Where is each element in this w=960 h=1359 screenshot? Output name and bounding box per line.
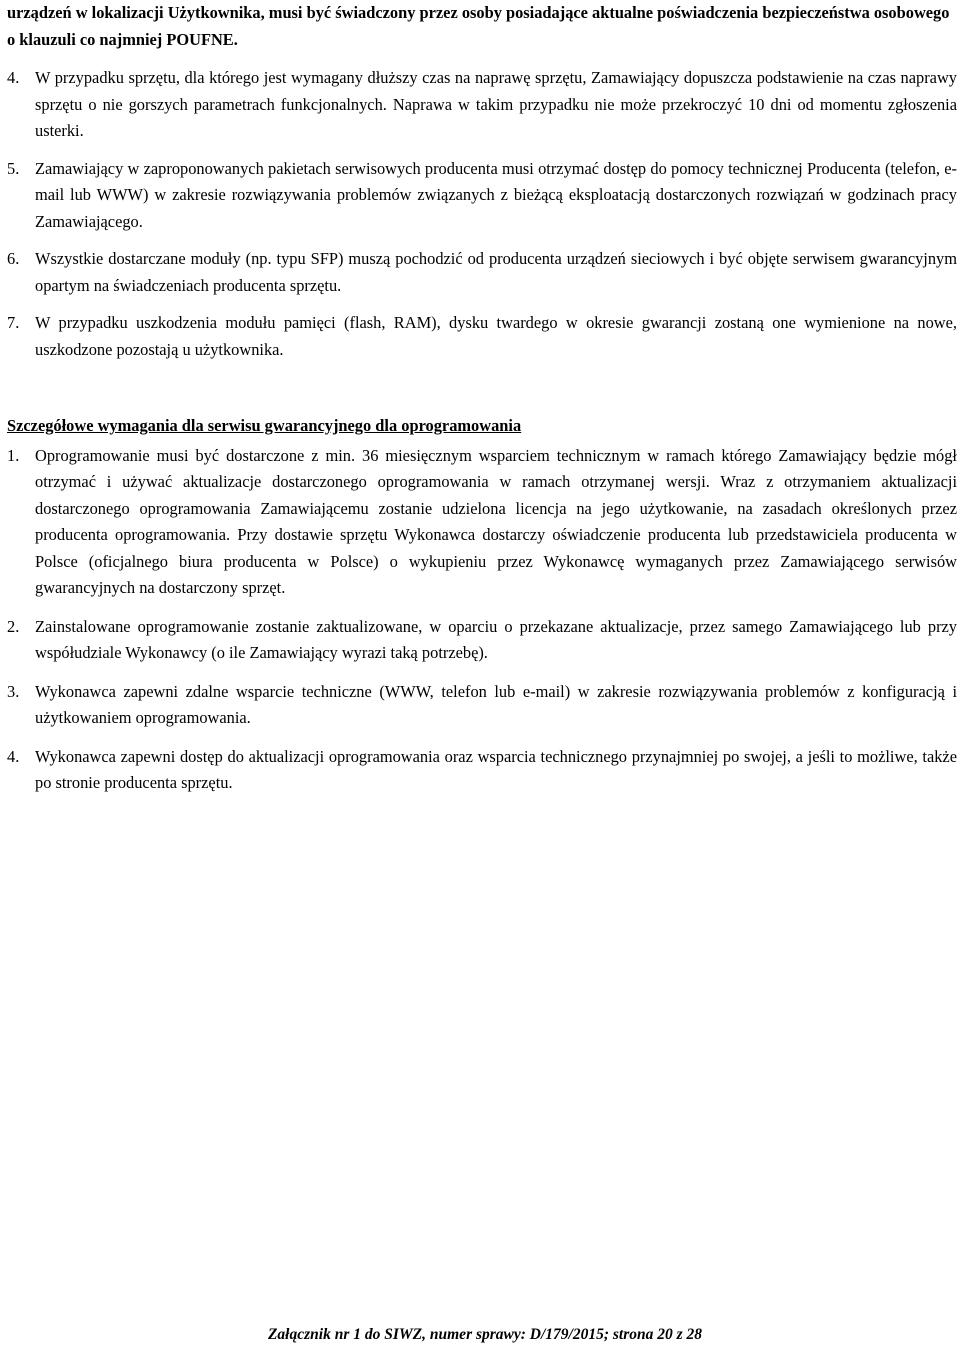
list-item-text: Wykonawca zapewni dostęp do aktualizacji oprogramowania oraz wsparcia technicznego przynajmniej po swojej, a jeśli to możliwe, także po stronie producenta sprzętu. [35,746,957,792]
list-item-number: 1. [7,445,20,465]
list-item-text: Zamawiający w zaproponowanych pakietach serwisowych producenta musi otrzymać dostęp do pomocy technicznej Producenta (telefon, e-mail lub WWW) w zakresie rozwiązywania problemów związanych z bieżącą eksploatacją dostarczonych rozwiązań w godzinach pracy Zamawiającego. [35,158,957,231]
list-item-text: Zainstalowane oprogramowanie zostanie zaktualizowane, w oparciu o przekazane aktualizacje, przez samego Zamawiającego lub przy współudziale Wykonawcy (o ile Zamawiający wyrazi taką potrzebę). [35,616,957,662]
list-item [7,310,957,363]
list-item-number: 2. [7,616,20,636]
list-item-number: 4. [7,746,20,766]
list-item [7,246,957,299]
list-item-text: Wykonawca zapewni zdalne wsparcie techniczne (WWW, telefon lub e-mail) w zakresie rozwiązywania problemów z konfiguracją i użytkowaniem oprogramowania. [35,681,957,727]
list-item [7,744,957,797]
requirements-list-continued [7,65,957,363]
list-item [7,614,957,667]
list-item-number: 6. [7,249,20,268]
list-item [7,156,957,236]
list-item-number: 5. [7,158,20,178]
software-warranty-list [7,443,957,797]
intro-paragraph: urządzeń w lokalizacji Użytkownika, musi być świadczony przez osoby posiadające aktualne poświadczenia bezpieczeństwa osobowego o klauzuli co najmniej POUFNE. [7,3,950,49]
list-item-text: Oprogramowanie musi być dostarczone z min. 36 miesięcznym wsparciem technicznym w ramach którego Zamawiający będzie mógł otrzymać i używać aktualizacje dostarczonego oprogramowania w ramach otrzymanej wersji. Wraz z otrzymaniem aktualizacji dostarczonego oprogramowania Zamawiającemu zostanie udzielona licencja na jego użytkowanie, na zasadach określonych przez producenta oprogramowania. Przy dostawie sprzętu Wykonawca dostarczy oświadczenie producenta lub przedstawiciela producenta w Polsce (oficjalnego biura producenta w Polsce) o wykupieniu przez Wykonawcę wymaganych przez Zamawiającego serwisów gwarancyjnych na dostarczony sprzęt. [35,445,957,597]
list-item-number: 7. [7,313,20,332]
list-item-number: 3. [7,681,20,701]
page-footer: Załącznik nr 1 do SIWZ, numer sprawy: D/179/2015; strona 20 z 28 [267,1326,703,1343]
list-item-number: 4. [7,68,20,87]
list-item-text: W przypadku uszkodzenia modułu pamięci (flash, RAM), dysku twardego w okresie gwarancji zostaną one wymienione na nowe, uszkodzone pozostają u użytkownika. [35,313,957,359]
list-item-text: Wszystkie dostarczane moduły (np. typu SFP) muszą pochodzić od producenta urządzeń sieciowych i być objęte serwisem gwarancyjnym opartym na świadczeniach producenta sprzętu. [35,249,957,295]
list-item [7,443,957,602]
document-page [7,0,957,809]
list-item-text: W przypadku sprzętu, dla którego jest wymagany dłuższy czas na naprawę sprzętu, Zamawiający dopuszcza podstawienie na czas naprawy sprzętu o nie gorszych parametrach funkcjonalnych. Naprawa w takim przypadku nie może przekroczyć 10 dni od momentu zgłoszenia usterki. [35,68,957,140]
list-item [7,679,957,732]
list-item [7,65,957,145]
section-heading: Szczegółowe wymagania dla serwisu gwarancyjnego dla oprogramowania [7,416,522,435]
